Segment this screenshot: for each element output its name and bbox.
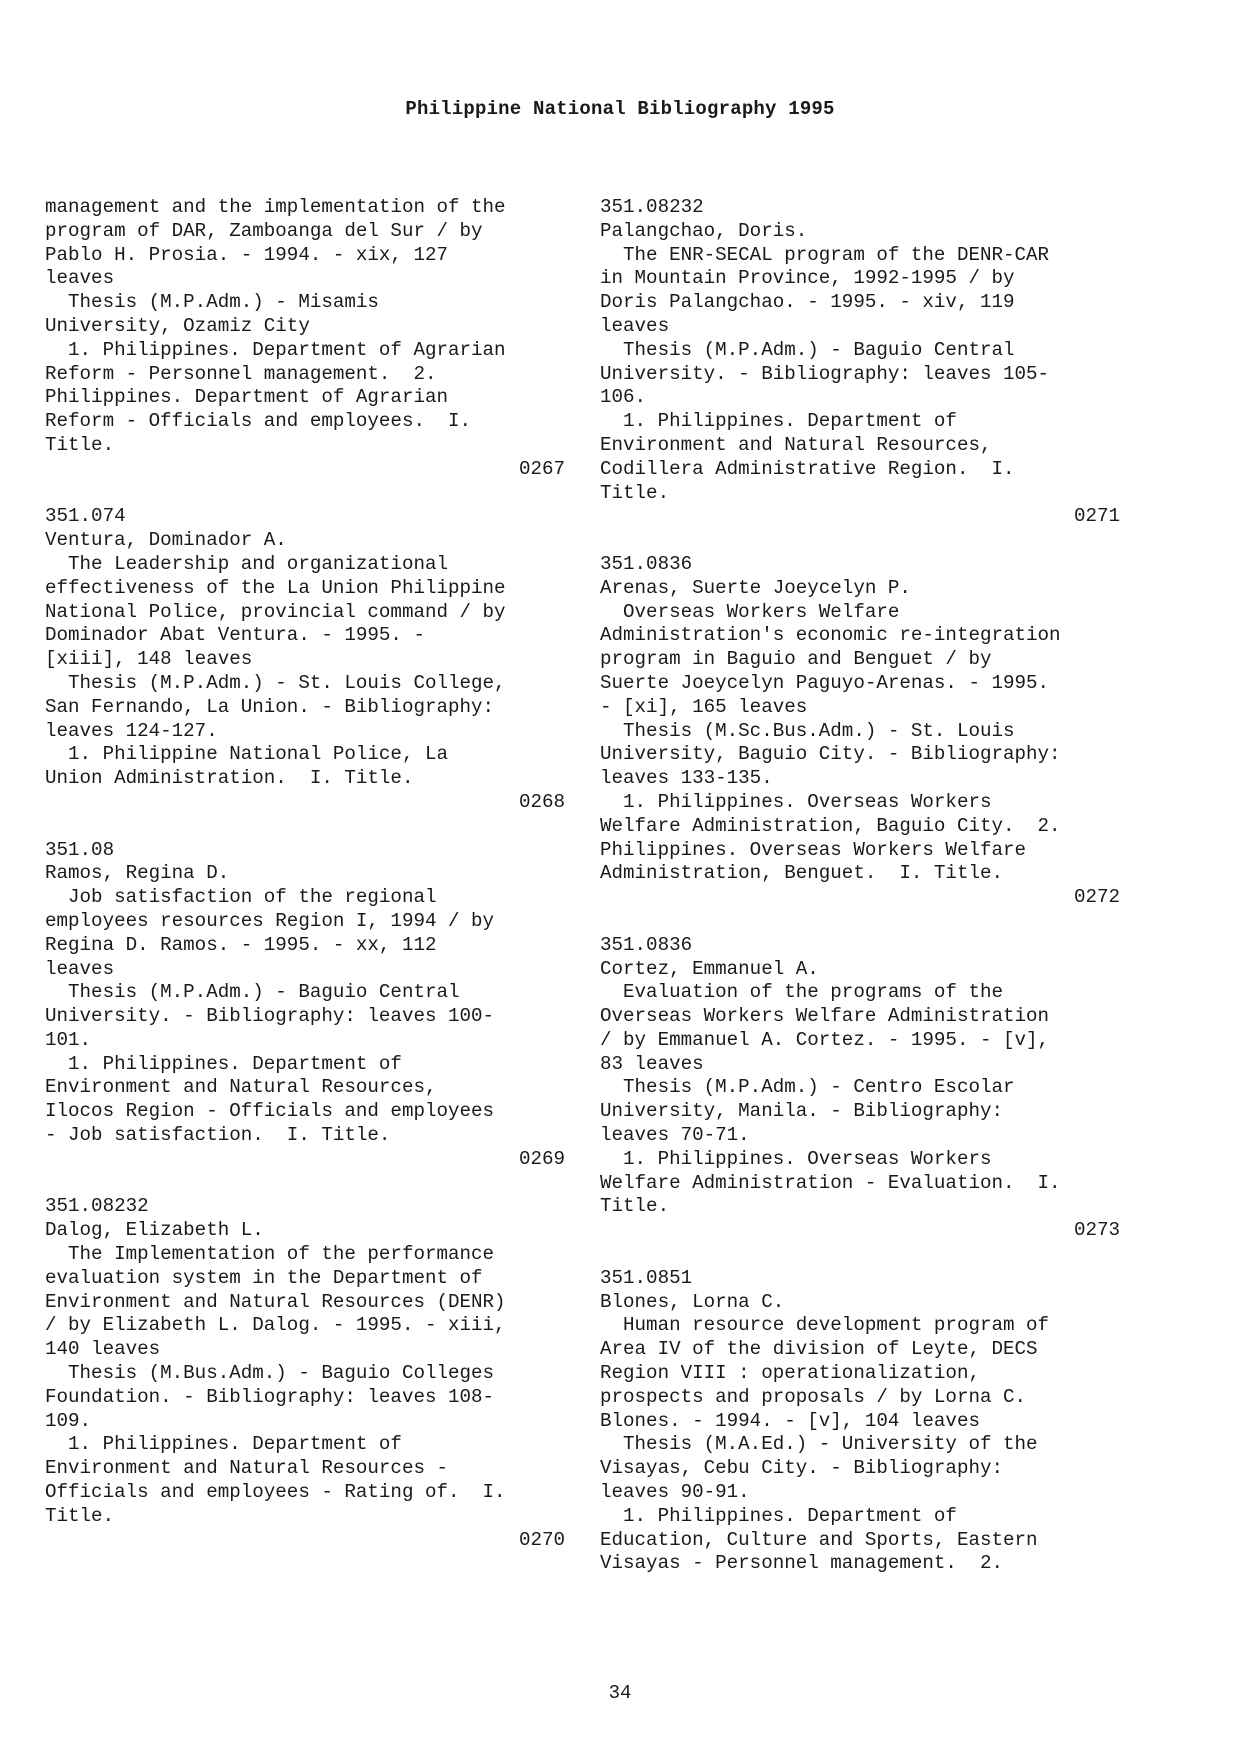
entry-line: The Implementation of the performance — [45, 1243, 495, 1266]
entry-line: Administration, Benguet. I. Title. — [600, 862, 1004, 885]
entry-line: University. - Bibliography: leaves 100- — [45, 1005, 495, 1028]
right-column — [600, 196, 1120, 1576]
entry-line: Title. — [600, 1195, 670, 1218]
entry-line: University, Baguio City. - Bibliography: — [600, 743, 1061, 766]
author: Dalog, Elizabeth L. — [45, 1219, 264, 1242]
entry-line: Thesis (M.P.Adm.) - Baguio Central — [600, 338, 1015, 361]
entry-line: Suerte Joeycelyn Paguyo-Arenas. - 1995. — [600, 671, 1050, 694]
entry-line: Thesis (M.P.Adm.) - Misamis — [45, 291, 379, 314]
entry-line: - Job satisfaction. I. Title. — [45, 1124, 391, 1147]
entry-line: Environment and Natural Resources, — [600, 433, 992, 456]
entry-number: 0270 — [518, 1528, 565, 1551]
entry-number: 0271 — [1073, 505, 1120, 528]
entry-line: leaves — [45, 267, 115, 290]
entry-line: Welfare Administration, Baguio City. 2. — [600, 814, 1061, 837]
entry-number: 0273 — [1073, 1219, 1120, 1242]
entry-line: Philippines. Department of Agrarian — [45, 386, 449, 409]
bibliography-entry — [600, 934, 1120, 1243]
entry-line: Education, Culture and Sports, Eastern — [600, 1528, 1038, 1551]
entry-line: Philippines. Overseas Workers Welfare — [600, 838, 1027, 861]
entry-line: 1. Philippines. Overseas Workers — [600, 790, 992, 813]
entry-line: Environment and Natural Resources, — [45, 1076, 437, 1099]
entry-line: University, Ozamiz City — [45, 314, 310, 337]
entry-line: management and the implementation of the — [45, 196, 506, 218]
entry-line: Title. — [600, 481, 670, 504]
entry-line: 1. Philippines. Department of Agrarian — [45, 338, 506, 361]
entry-line: Pablo H. Prosia. - 1994. - xix, 127 — [45, 243, 449, 266]
entry-line: Overseas Workers Welfare — [600, 600, 900, 623]
entry-number: 0272 — [1073, 886, 1120, 909]
entry-number: 0267 — [518, 457, 565, 480]
entry-line: Reform - Officials and employees. I. — [45, 410, 472, 433]
entry-line: Environment and Natural Resources (DENR) — [45, 1290, 506, 1313]
call-number: 351.074 — [45, 505, 126, 528]
entry-line: evaluation system in the Department of — [45, 1266, 483, 1289]
entry-line: Welfare Administration - Evaluation. I. — [600, 1171, 1061, 1194]
entry-line: Foundation. - Bibliography: leaves 108- — [45, 1385, 495, 1408]
entry-number: 0269 — [518, 1147, 565, 1170]
entry-line: employees resources Region I, 1994 / by — [45, 909, 495, 932]
call-number: 351.08232 — [45, 1195, 149, 1218]
entry-line: Region VIII : operationalization, — [600, 1362, 980, 1385]
entry-line: - [xi], 165 leaves — [600, 695, 808, 718]
entry-line: 1. Philippines. Department of — [45, 1433, 402, 1456]
entry-line: University, Manila. - Bibliography: — [600, 1100, 1004, 1123]
bibliography-entry — [600, 1267, 1120, 1576]
entry-line: The Leadership and organizational — [45, 552, 449, 575]
entry-line: Thesis (M.P.Adm.) - St. Louis College, — [45, 671, 506, 694]
author: Blones, Lorna C. — [600, 1290, 785, 1313]
author: Ramos, Regina D. — [45, 862, 230, 885]
call-number: 351.08232 — [600, 196, 704, 218]
entry-line: / by Elizabeth L. Dalog. - 1995. - xiii, — [45, 1314, 506, 1337]
entry-line: 1. Philippines. Department of — [600, 410, 957, 433]
entry-line: leaves 133-135. — [600, 767, 773, 790]
entry-line: Ilocos Region - Officials and employees — [45, 1100, 495, 1123]
entry-line: 109. — [45, 1409, 92, 1432]
bibliography-entry — [45, 196, 565, 482]
bibliography-entry — [45, 839, 565, 1172]
entry-line: Reform - Personnel management. 2. — [45, 362, 437, 385]
entry-line: Environment and Natural Resources - — [45, 1457, 449, 1480]
author: Cortez, Emmanuel A. — [600, 957, 819, 980]
entry-line: Human resource development program of — [600, 1314, 1050, 1337]
bibliography-entry — [600, 196, 1120, 529]
entry-line: Codillera Administrative Region. I. — [600, 457, 1015, 480]
entry-line: National Police, provincial command / by — [45, 600, 506, 623]
entry-line: Evaluation of the programs of the — [600, 981, 1004, 1004]
call-number: 351.0851 — [600, 1266, 693, 1289]
entry-line: 101. — [45, 1028, 92, 1051]
call-number: 351.0836 — [600, 552, 693, 575]
entry-number: 0268 — [518, 790, 565, 813]
entry-line: Officials and employees - Rating of. I. — [45, 1481, 506, 1504]
entry-line: Thesis (M.Sc.Bus.Adm.) - St. Louis — [600, 719, 1015, 742]
entry-line: Visayas - Personnel management. 2. — [600, 1552, 1004, 1575]
entry-line: / by Emmanuel A. Cortez. - 1995. - [v], — [600, 1028, 1050, 1051]
entry-line: effectiveness of the La Union Philippine — [45, 576, 506, 599]
entry-line: Regina D. Ramos. - 1995. - xx, 112 — [45, 933, 437, 956]
entry-line: The ENR-SECAL program of the DENR-CAR — [600, 243, 1050, 266]
page-number: 34 — [608, 1682, 632, 1704]
entry-line: leaves — [600, 314, 670, 337]
entry-line: prospects and proposals / by Lorna C. — [600, 1385, 1027, 1408]
entry-line: Thesis (M.A.Ed.) - University of the — [600, 1433, 1038, 1456]
entry-line: leaves — [45, 957, 115, 980]
entry-line: Visayas, Cebu City. - Bibliography: — [600, 1457, 1004, 1480]
entry-line: [xiii], 148 leaves — [45, 648, 253, 671]
entry-line: Union Administration. I. Title. — [45, 767, 414, 790]
entry-line: Job satisfaction of the regional — [45, 886, 437, 909]
entry-line: 1. Philippines. Department of — [45, 1052, 402, 1075]
left-column — [45, 196, 565, 1552]
entry-line: San Fernando, La Union. - Bibliography: — [45, 695, 495, 718]
entry-line: leaves 124-127. — [45, 719, 218, 742]
author: Ventura, Dominador A. — [45, 529, 287, 552]
entry-line: Thesis (M.Bus.Adm.) - Baguio Colleges — [45, 1362, 495, 1385]
entry-line: Area IV of the division of Leyte, DECS — [600, 1338, 1038, 1361]
entry-line: 1. Philippine National Police, La — [45, 743, 449, 766]
entry-line: Title. — [45, 433, 115, 456]
bibliography-entry — [45, 1195, 565, 1552]
bibliography-entry — [45, 505, 565, 814]
entry-line: program in Baguio and Benguet / by — [600, 648, 992, 671]
entry-line: 83 leaves — [600, 1052, 704, 1075]
entry-line: 106. — [600, 386, 647, 409]
entry-line: Thesis (M.P.Adm.) - Centro Escolar — [600, 1076, 1015, 1099]
entry-line: Administration's economic re-integration — [600, 624, 1061, 647]
entry-line: Doris Palangchao. - 1995. - xiv, 119 — [600, 291, 1015, 314]
entry-line: 1. Philippines. Department of — [600, 1504, 957, 1527]
entry-line: leaves 90-91. — [600, 1481, 750, 1504]
entry-line: program of DAR, Zamboanga del Sur / by — [45, 219, 483, 242]
entry-line: in Mountain Province, 1992-1995 / by — [600, 267, 1015, 290]
entry-line: Overseas Workers Welfare Administration — [600, 1005, 1050, 1028]
entry-line: Dominador Abat Ventura. - 1995. - — [45, 624, 425, 647]
page-header: Philippine National Bibliography 1995 — [405, 98, 835, 120]
entry-line: Title. — [45, 1504, 115, 1527]
entry-line: 1. Philippines. Overseas Workers — [600, 1147, 992, 1170]
entry-line: leaves 70-71. — [600, 1124, 750, 1147]
entry-line: Thesis (M.P.Adm.) - Baguio Central — [45, 981, 460, 1004]
call-number: 351.08 — [45, 838, 115, 861]
entry-line: Blones. - 1994. - [v], 104 leaves — [600, 1409, 980, 1432]
entry-line: University. - Bibliography: leaves 105- — [600, 362, 1050, 385]
entry-line: 140 leaves — [45, 1338, 161, 1361]
call-number: 351.0836 — [600, 933, 693, 956]
bibliography-entry — [600, 553, 1120, 910]
author: Palangchao, Doris. — [600, 219, 808, 242]
author: Arenas, Suerte Joeycelyn P. — [600, 576, 911, 599]
